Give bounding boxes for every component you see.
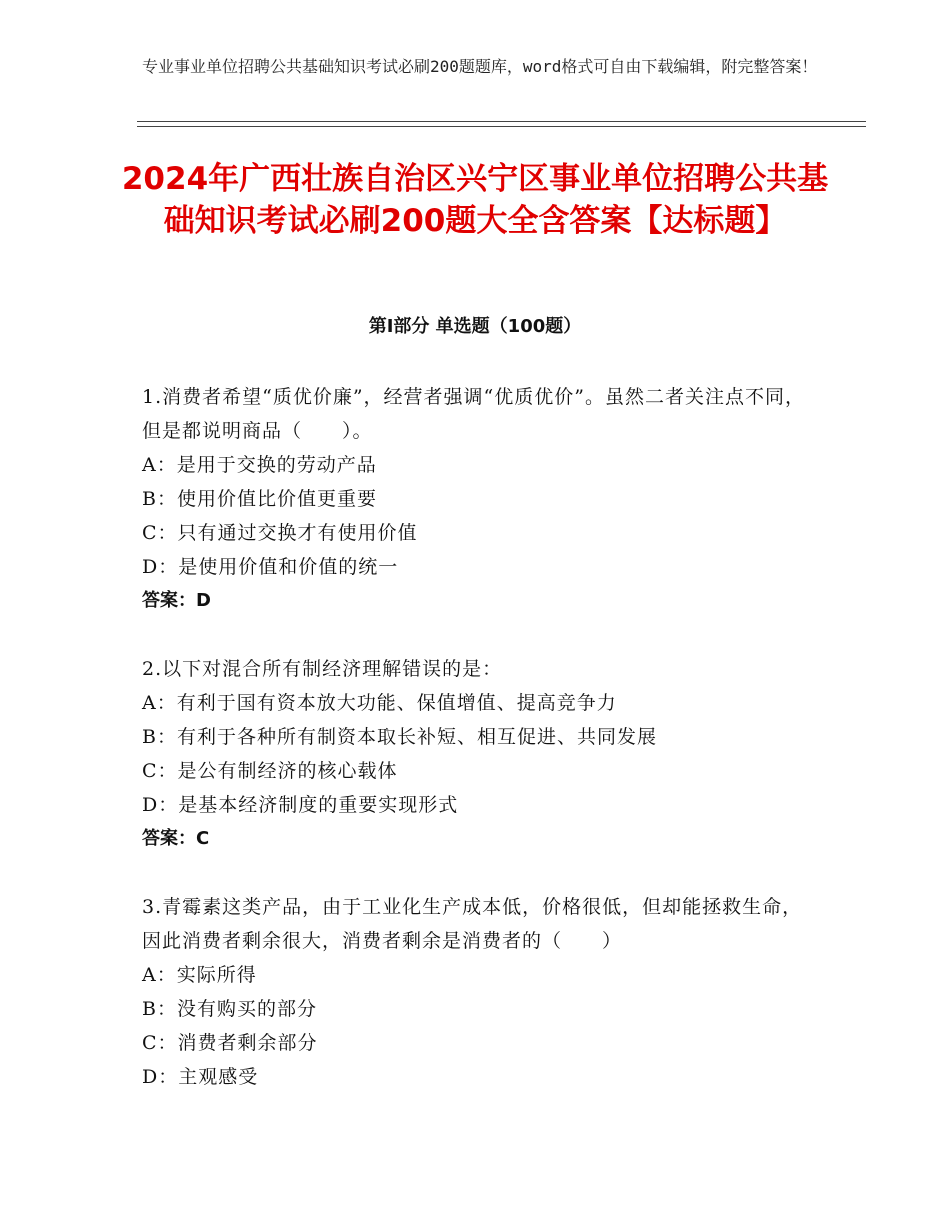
option-b: B：使用价值比价值更重要: [142, 488, 377, 510]
question-3: [142, 890, 810, 1094]
option-c: C：只有通过交换才有使用价值: [142, 522, 418, 544]
option-d: D：是使用价值和价值的统一: [142, 556, 399, 578]
option-d: D：是基本经济制度的重要实现形式: [142, 794, 459, 816]
answer: 答案：D: [142, 590, 211, 611]
question-list: [142, 380, 810, 1128]
document-title: 2024年广西壮族自治区兴宁区事业单位招聘公共基础知识考试必刷200题大全含答案【达标题】: [121, 161, 829, 239]
option-b: B：有利于各种所有制资本取长补短、相互促进、共同发展: [142, 726, 657, 748]
section-title: 第Ⅰ部分 单选题（100题）: [368, 316, 582, 337]
question-stem: 3.青霉素这类产品，由于工业化生产成本低，价格很低，但却能拯救生命，因此消费者剩余很大，消费者剩余是消费者的（ ）: [142, 896, 803, 952]
option-c: C：是公有制经济的核心载体: [142, 760, 398, 782]
question-stem: 2.以下对混合所有制经济理解错误的是：: [142, 658, 503, 680]
option-a: A：是用于交换的劳动产品: [142, 454, 377, 476]
option-d: D：主观感受: [142, 1066, 259, 1088]
option-c: C：消费者剩余部分: [142, 1032, 318, 1054]
option-b: B：没有购买的部分: [142, 998, 317, 1020]
header-note: 专业事业单位招聘公共基础知识考试必刷200题题库，word格式可自由下载编辑，附完整答案！: [142, 57, 818, 76]
option-a: A：有利于国有资本放大功能、保值增值、提高竞争力: [142, 692, 617, 714]
option-a: A：实际所得: [142, 964, 257, 986]
answer: 答案：C: [142, 828, 210, 849]
question-stem: 1.消费者希望“质优价廉”，经营者强调“优质优价”。虽然二者关注点不同，但是都说明商品（ ）。: [142, 386, 805, 442]
question-1: [142, 380, 810, 618]
question-2: [142, 652, 810, 856]
header-divider: [137, 121, 866, 127]
